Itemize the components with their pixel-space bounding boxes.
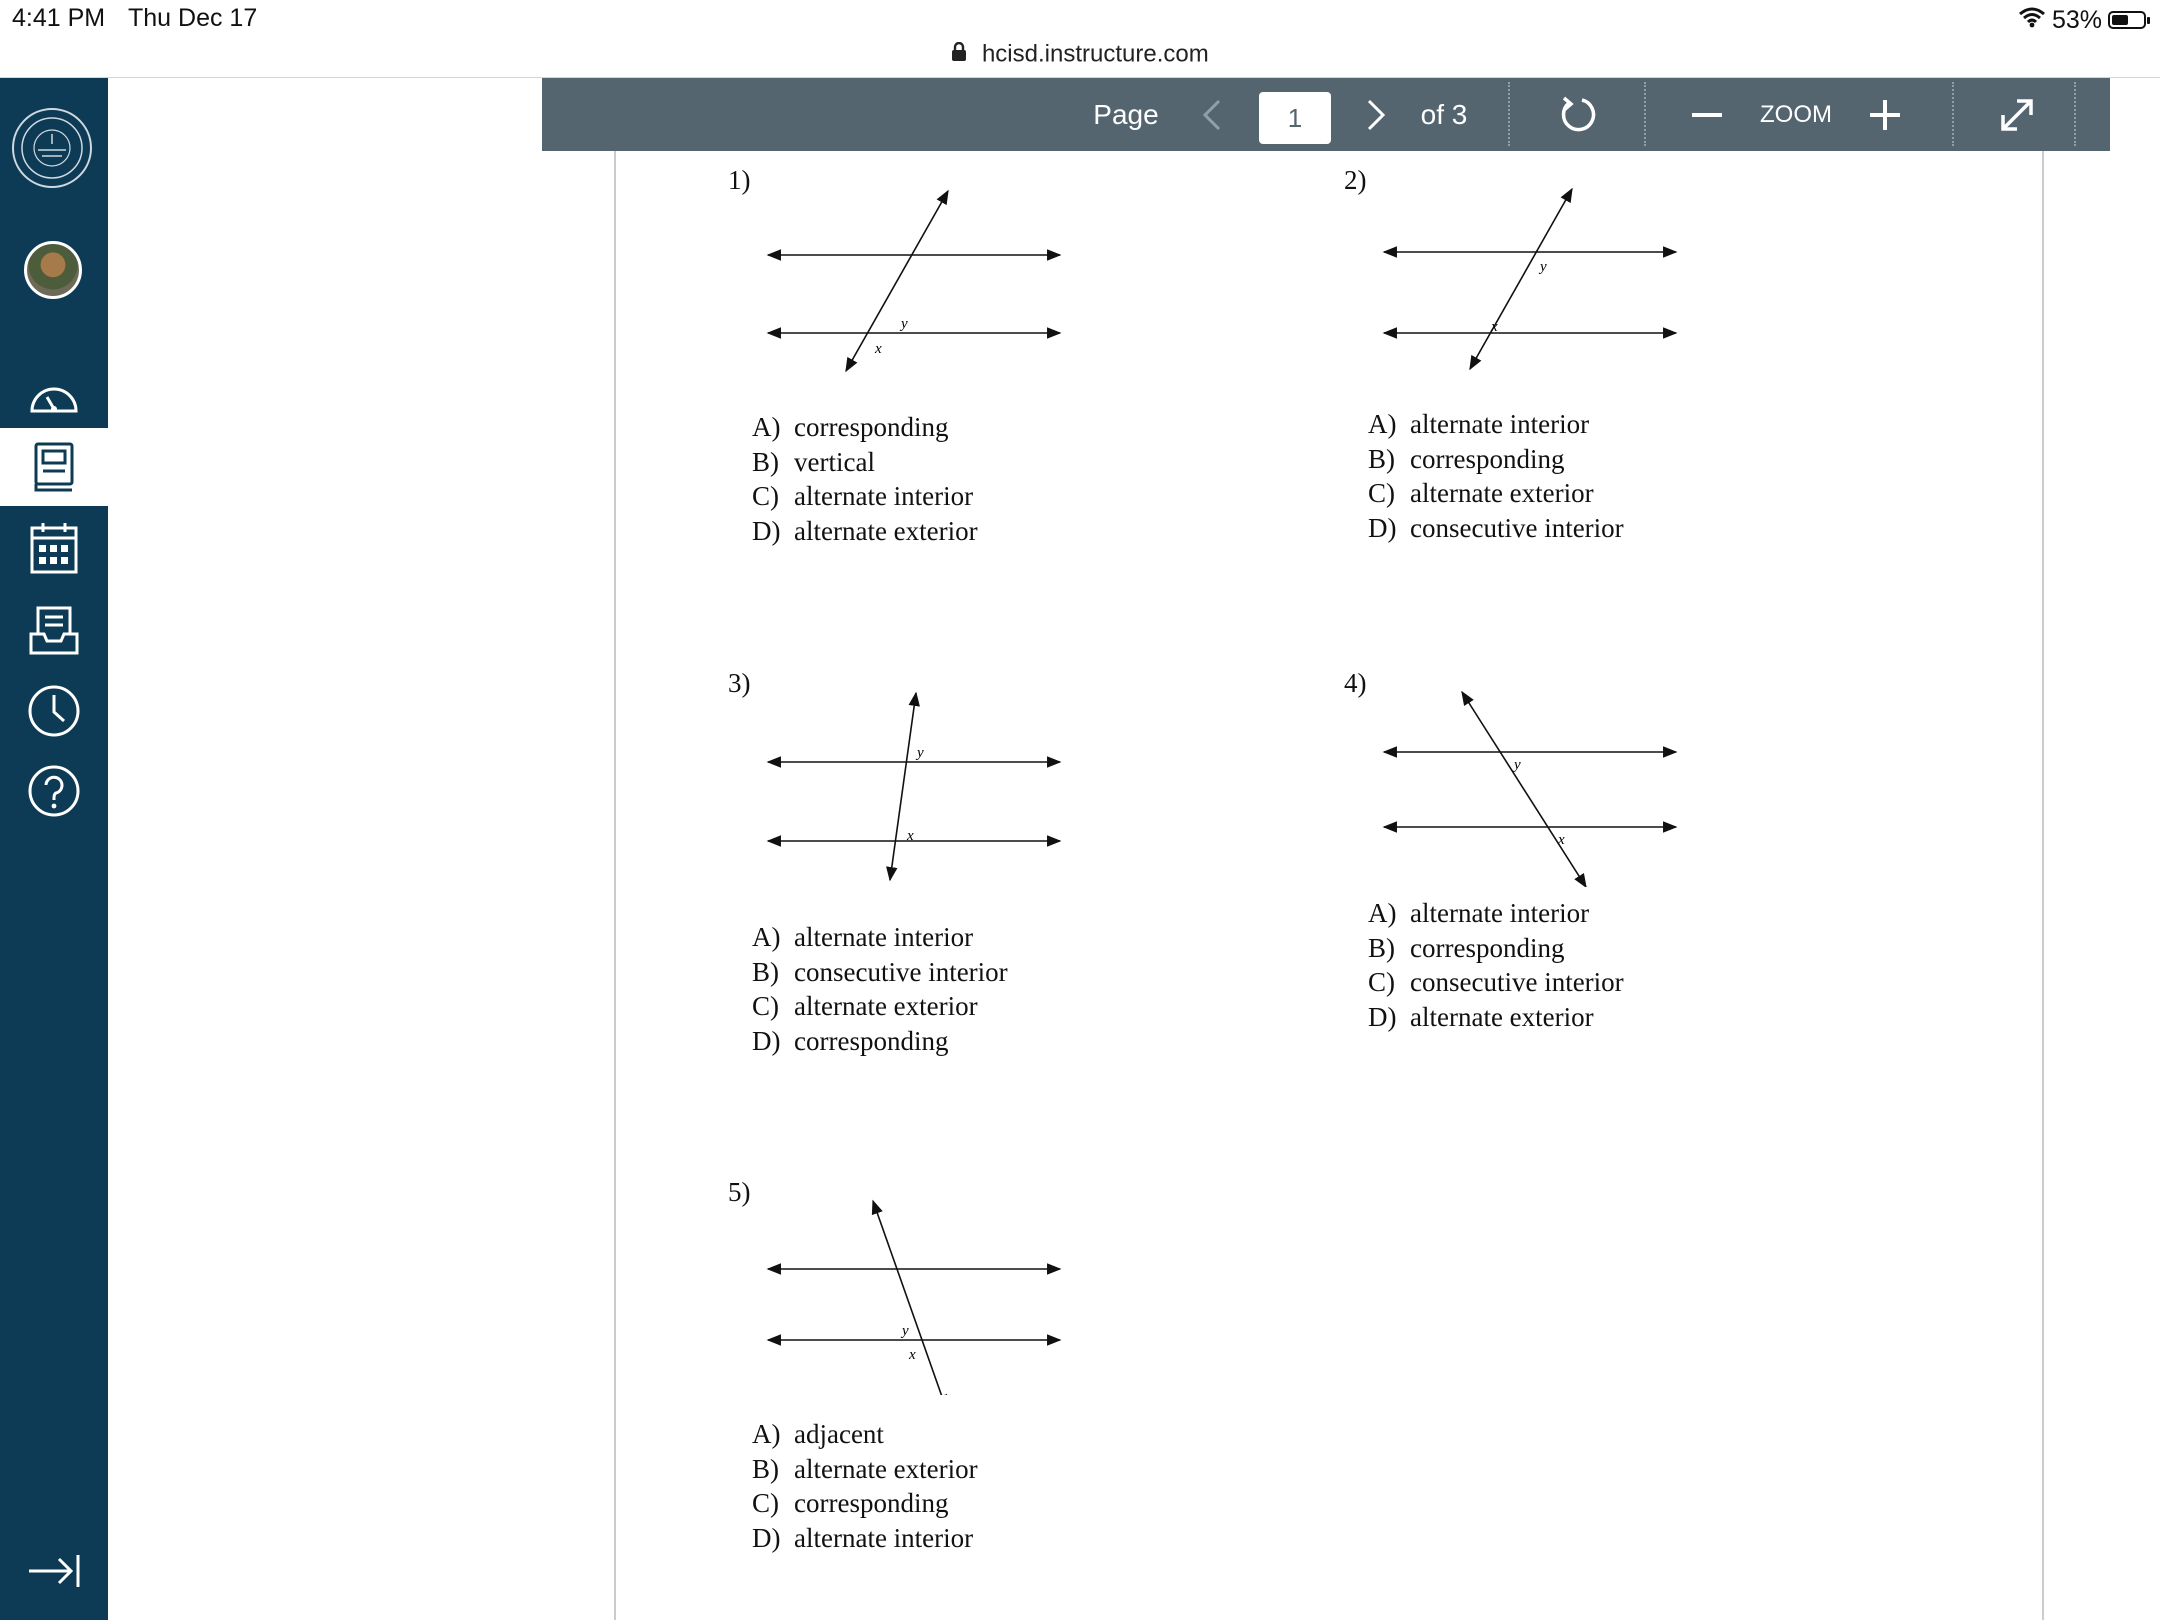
angle-label-x: x [907, 828, 914, 844]
choice-d: D) consecutive interior [1368, 512, 1624, 543]
rotate-button[interactable] [1552, 78, 1606, 151]
page-number-input[interactable]: 1 [1259, 92, 1331, 144]
transversal-diagram [1382, 181, 1682, 381]
transversal-diagram [766, 687, 1066, 887]
user-avatar[interactable] [24, 241, 82, 299]
zoom-label: ZOOM [1760, 100, 1832, 128]
calendar-icon[interactable] [0, 509, 108, 587]
url-text: hcisd.instructure.com [981, 40, 1209, 68]
zoom-out-button[interactable] [1686, 78, 1728, 151]
toolbar-separator [1508, 82, 1510, 146]
toolbar-separator [1952, 82, 1954, 146]
toolbar-separator [2074, 82, 2076, 146]
battery-level [2112, 15, 2128, 25]
courses-icon[interactable] [0, 428, 108, 506]
angle-label-y: y [902, 1323, 909, 1339]
inbox-icon[interactable] [0, 591, 108, 669]
choice-a: A) alternate interior [752, 922, 974, 952]
choice-b: B) corresponding [1368, 932, 1565, 963]
problem-number: 5) [728, 1177, 751, 1207]
choice-b: B) vertical [752, 446, 875, 477]
page-label: Page [1093, 98, 1159, 130]
pdf-page [614, 151, 2044, 1620]
fullscreen-button[interactable] [1990, 78, 2044, 151]
choice-a: A) adjacent [752, 1419, 884, 1449]
choice-c: C) corresponding [752, 1488, 949, 1518]
choice-b: B) alternate exterior [752, 1453, 978, 1484]
battery-icon [2108, 11, 2146, 29]
global-navigation [0, 78, 108, 1620]
angle-label-x: x [875, 341, 882, 357]
school-logo-icon[interactable] [12, 108, 92, 188]
wifi-icon [2018, 6, 2046, 35]
angle-label-x: x [909, 1347, 916, 1363]
angle-label-y: y [901, 316, 908, 332]
angle-label-y: y [917, 745, 924, 761]
problem-number: 2) [1344, 165, 1367, 195]
choice-a: A) alternate interior [1368, 898, 1590, 928]
zoom-in-button[interactable] [1864, 78, 1906, 151]
prev-page-button[interactable] [1190, 78, 1234, 151]
help-icon[interactable] [0, 752, 108, 830]
choice-b: B) corresponding [1368, 443, 1565, 474]
problem-number: 1) [728, 165, 751, 195]
history-icon[interactable] [0, 672, 108, 750]
transversal-diagram [1382, 687, 1682, 887]
answer-choices [752, 410, 978, 548]
next-page-button[interactable] [1354, 78, 1398, 151]
choice-c: C) alternate exterior [1368, 478, 1594, 508]
collapse-nav-icon[interactable] [0, 1532, 108, 1610]
status-date: Thu Dec 17 [128, 4, 258, 32]
angle-label-y: y [1514, 757, 1521, 773]
transversal-diagram [766, 1195, 1066, 1395]
lock-icon [951, 41, 967, 69]
status-right [2018, 4, 2146, 36]
answer-choices [1368, 896, 1624, 1034]
address-bar[interactable] [0, 40, 2160, 78]
choice-a: A) corresponding [752, 412, 949, 442]
choice-d: D) corresponding [752, 1025, 949, 1056]
problem-number: 4) [1344, 668, 1367, 698]
answer-choices [752, 920, 1008, 1058]
dashboard-icon[interactable] [0, 358, 108, 436]
angle-label-x: x [1558, 832, 1565, 848]
angle-label-x: x [1491, 319, 1498, 335]
answer-choices [752, 1417, 978, 1555]
choice-a: A) alternate interior [1368, 409, 1590, 439]
status-time: 4:41 PM [12, 4, 106, 32]
choice-d: D) alternate interior [752, 1522, 974, 1553]
battery-percent: 53% [2051, 5, 2102, 34]
choice-d: D) alternate exterior [752, 515, 978, 546]
choice-c: C) consecutive interior [1368, 967, 1624, 997]
transversal-diagram [766, 181, 1066, 381]
page-total: of 3 [1420, 98, 1468, 130]
problem-number: 3) [728, 668, 751, 698]
choice-c: C) alternate interior [752, 481, 974, 511]
toolbar-separator [1644, 82, 1646, 146]
content-left-panel [108, 78, 542, 1620]
answer-choices [1368, 407, 1624, 545]
angle-label-y: y [1540, 259, 1547, 275]
choice-c: C) alternate exterior [752, 991, 978, 1021]
choice-b: B) consecutive interior [752, 956, 1008, 987]
ios-status-bar [0, 0, 2160, 40]
choice-d: D) alternate exterior [1368, 1001, 1594, 1032]
viewer-toolbar [542, 78, 2110, 151]
